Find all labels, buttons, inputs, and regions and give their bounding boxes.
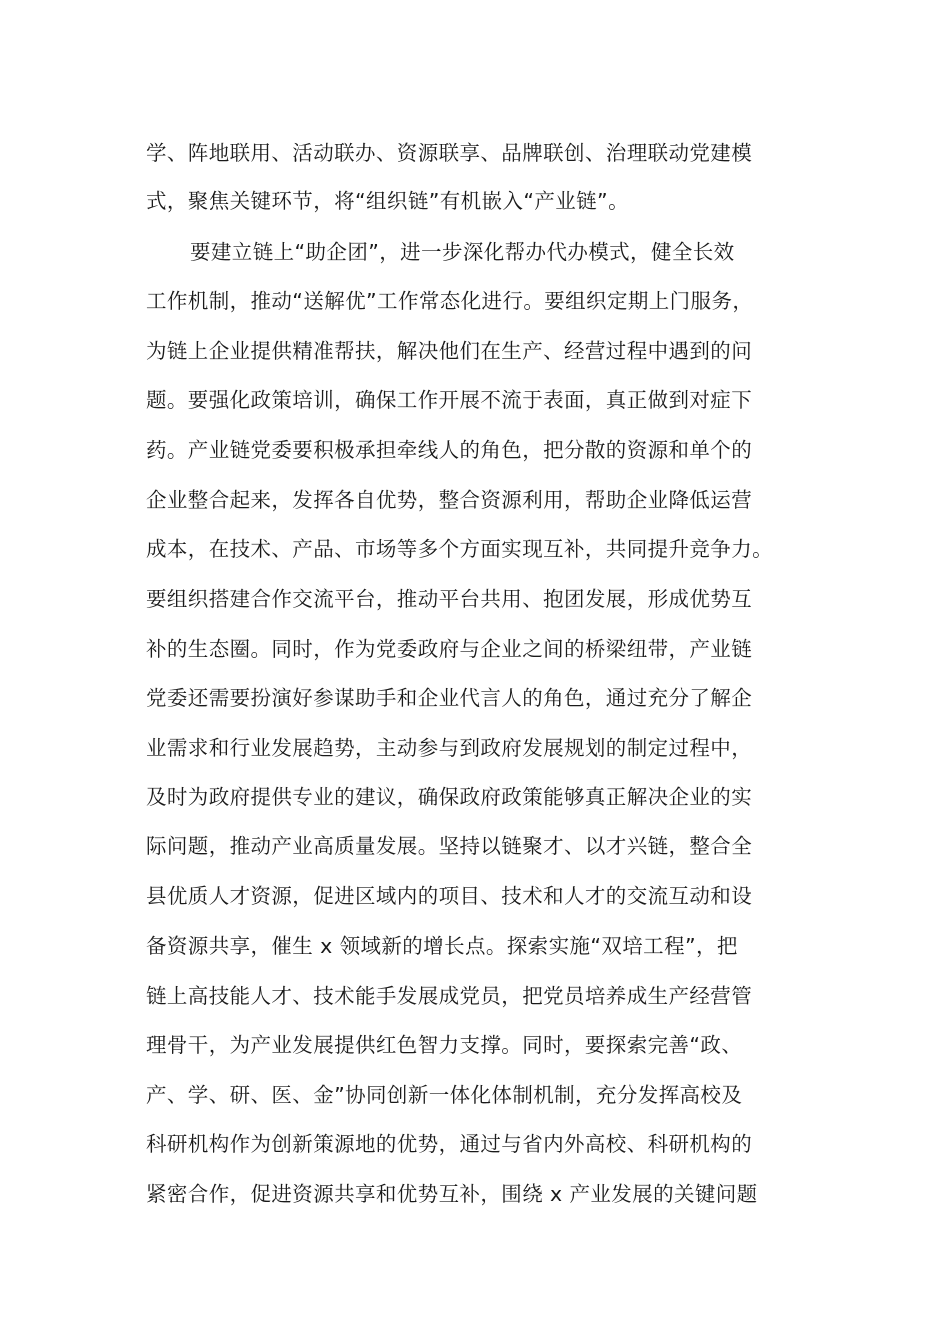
text-line-20: 产、学、研、医、金”协同创新一体化体制机制，充分发挥高校及 [146, 1083, 743, 1107]
text-line-2: 式，聚焦关键环节，将“组织链”有机嵌入“产业链”。 [146, 189, 629, 213]
text-line-1: 学、阵地联用、活动联办、资源联享、品牌联创、治理联动党建模 [146, 141, 753, 165]
text-line-21: 科研机构作为创新策源地的优势，通过与省内外高校、科研机构的 [146, 1132, 753, 1156]
text-line-7: 药。产业链党委要积极承担牵线人的角色，把分散的资源和单个的 [146, 438, 753, 462]
text-line-8: 企业整合起来，发挥各自优势，整合资源利用，帮助企业降低运营 [146, 488, 753, 512]
text-line-19: 理骨干，为产业发展提供红色智力支撑。同时，要探索完善“政、 [146, 1033, 743, 1057]
text-line-3: 要建立链上“助企团”，进一步深化帮办代办模式，健全长效 [190, 240, 735, 264]
text-line-15: 际问题，推动产业高质量发展。坚持以链聚才、以才兴链，整合全 [146, 834, 753, 858]
text-line-18: 链上高技能人才、技术能手发展成党员，把党员培养成生产经营管 [146, 984, 753, 1008]
text-line-16: 县优质人才资源，促进区域内的项目、技术和人才的交流互动和设 [146, 884, 753, 908]
text-line-10: 要组织搭建合作交流平台，推动平台共用、抱团发展，形成优势互 [146, 587, 753, 611]
text-line-12: 党委还需要扮演好参谋助手和企业代言人的角色，通过充分了解企 [146, 686, 753, 710]
text-line-11: 补的生态圈。同时，作为党委政府与企业之间的桥梁纽带，产业链 [146, 637, 753, 661]
text-line-4: 工作机制，推动“送解优”工作常态化进行。要组织定期上门服务， [146, 289, 754, 313]
text-line-9: 成本，在技术、产品、市场等多个方面实现互补，共同提升竞争力。 [146, 537, 773, 561]
text-line-5: 为链上企业提供精准帮扶，解决他们在生产、经营过程中遇到的问 [146, 339, 753, 363]
text-line-22: 紧密合作，促进资源共享和优势互补，围绕 x 产业发展的关键问题 [146, 1182, 758, 1206]
text-line-6: 题。要强化政策培训，确保工作开展不流于表面，真正做到对症下 [146, 388, 753, 412]
text-line-14: 及时为政府提供专业的建议，确保政府政策能够真正解决企业的实 [146, 785, 753, 809]
text-line-17: 备资源共享，催生 x 领域新的增长点。探索实施“双培工程”，把 [146, 934, 738, 958]
text-line-13: 业需求和行业发展趋势，主动参与到政府发展规划的制定过程中， [146, 736, 753, 760]
